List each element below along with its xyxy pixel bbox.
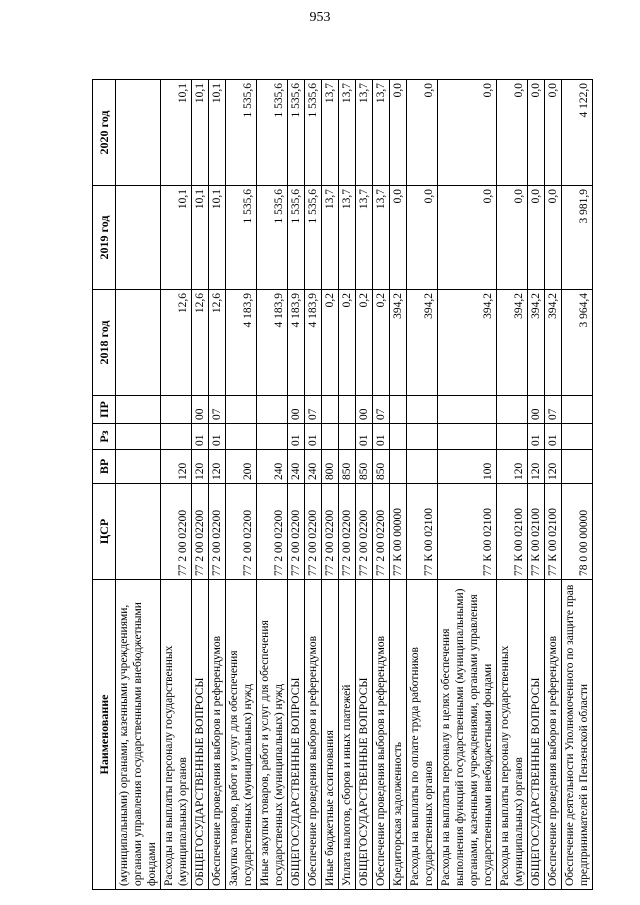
cell-2020: 13,7: [322, 80, 339, 186]
table-row: [390, 80, 407, 890]
cell-rz: [390, 424, 407, 450]
cell-name: Обеспечение проведения выборов и референдумов: [305, 580, 322, 890]
cell-2018: 394,2: [497, 290, 528, 396]
table-row: [545, 80, 562, 890]
cell-name: Уплата налогов, сборов и иных платежей: [339, 580, 356, 890]
cell-name: ОБЩЕГОСУДАРСТВЕННЫЕ ВОПРОСЫ: [192, 580, 209, 890]
cell-rz: 01: [356, 424, 373, 450]
cell-vr: 850: [339, 450, 356, 484]
cell-vr: 120: [209, 450, 226, 484]
table-row: [288, 80, 305, 890]
cell-2020: 13,7: [356, 80, 373, 186]
cell-2019: 1 535,6: [257, 186, 288, 290]
cell-rz: 01: [528, 424, 545, 450]
cell-vr: 120: [497, 450, 528, 484]
cell-2018: 394,2: [407, 290, 438, 396]
cell-2019: 0,0: [545, 186, 562, 290]
cell-2018: 4 183,9: [288, 290, 305, 396]
cell-2018: 12,6: [209, 290, 226, 396]
cell-vr: 240: [288, 450, 305, 484]
cell-pr: 07: [305, 396, 322, 424]
cell-rz: 01: [373, 424, 390, 450]
cell-rz: [116, 424, 161, 450]
cell-2020: 10,1: [161, 80, 192, 186]
cell-csr: 77 2 00 02200: [257, 484, 288, 580]
cell-2018: 394,2: [528, 290, 545, 396]
cell-pr: 07: [545, 396, 562, 424]
cell-pr: 00: [356, 396, 373, 424]
cell-2019: 0,0: [497, 186, 528, 290]
cell-2018: 0,2: [373, 290, 390, 396]
cell-2019: 13,7: [322, 186, 339, 290]
cell-2020: 0,0: [545, 80, 562, 186]
cell-2019: 1 535,6: [288, 186, 305, 290]
table-header-row: [93, 80, 116, 890]
table-row: [161, 80, 192, 890]
cell-2020: 0,0: [497, 80, 528, 186]
cell-name: Иные закупки товаров, работ и услуг для обеспечения государственных (муниципальных) нужд: [257, 580, 288, 890]
cell-csr: [116, 484, 161, 580]
table-row: [305, 80, 322, 890]
cell-csr: 77 2 00 02200: [209, 484, 226, 580]
cell-2020: 0,0: [407, 80, 438, 186]
rotated-table-wrapper: [92, 80, 590, 890]
cell-2020: 0,0: [528, 80, 545, 186]
cell-2018: 0,2: [322, 290, 339, 396]
cell-2018: 12,6: [192, 290, 209, 396]
table-body: [116, 80, 593, 890]
cell-2019: 13,7: [373, 186, 390, 290]
table-row: [257, 80, 288, 890]
cell-2018: 0,2: [356, 290, 373, 396]
cell-2020: 1 535,6: [288, 80, 305, 186]
cell-rz: [438, 424, 497, 450]
cell-name: Обеспечение проведения выборов и референдумов: [209, 580, 226, 890]
cell-pr: 00: [528, 396, 545, 424]
cell-rz: 01: [192, 424, 209, 450]
cell-csr: 77 К 00 00000: [390, 484, 407, 580]
cell-2018: [116, 290, 161, 396]
cell-csr: 77 2 00 02200: [373, 484, 390, 580]
cell-2019: 0,0: [438, 186, 497, 290]
cell-vr: 850: [373, 450, 390, 484]
cell-vr: 120: [161, 450, 192, 484]
cell-vr: 100: [438, 450, 497, 484]
table-row: [209, 80, 226, 890]
cell-csr: 77 2 00 02200: [226, 484, 257, 580]
cell-2020: 13,7: [373, 80, 390, 186]
table-row: [116, 80, 161, 890]
cell-pr: [322, 396, 339, 424]
cell-vr: [407, 450, 438, 484]
cell-2019: 0,0: [528, 186, 545, 290]
cell-2018: 0,2: [339, 290, 356, 396]
cell-vr: 800: [322, 450, 339, 484]
cell-csr: 77 2 00 02200: [161, 484, 192, 580]
cell-rz: [497, 424, 528, 450]
cell-rz: [562, 424, 593, 450]
cell-csr: 77 К 00 02100: [545, 484, 562, 580]
cell-2018: 394,2: [438, 290, 497, 396]
cell-2020: 1 535,6: [226, 80, 257, 186]
table-row: [373, 80, 390, 890]
cell-rz: [339, 424, 356, 450]
cell-2020: 1 535,6: [305, 80, 322, 186]
cell-pr: [438, 396, 497, 424]
table-row: [528, 80, 545, 890]
cell-2020: 10,1: [209, 80, 226, 186]
cell-2018: 394,2: [390, 290, 407, 396]
header-pr: ПР: [93, 396, 116, 424]
cell-pr: [161, 396, 192, 424]
header-2019: 2019 год: [93, 186, 116, 290]
cell-csr: 77 2 00 02200: [288, 484, 305, 580]
table-row: [356, 80, 373, 890]
cell-name: ОБЩЕГОСУДАРСТВЕННЫЕ ВОПРОСЫ: [528, 580, 545, 890]
cell-csr: 78 0 00 00000: [562, 484, 593, 580]
cell-2019: [116, 186, 161, 290]
cell-pr: [226, 396, 257, 424]
header-name: Наименование: [93, 580, 116, 890]
cell-csr: 77 2 00 02200: [356, 484, 373, 580]
header-rz: Рз: [93, 424, 116, 450]
table-row: [322, 80, 339, 890]
cell-2019: 0,0: [390, 186, 407, 290]
cell-name: Расходы на выплаты персоналу государственных (муниципальных) органов: [161, 580, 192, 890]
cell-rz: [226, 424, 257, 450]
cell-rz: 01: [305, 424, 322, 450]
cell-name: Расходы на выплаты персоналу государственных (муниципальных) органов: [497, 580, 528, 890]
cell-2020: 0,0: [438, 80, 497, 186]
cell-csr: 77 2 00 02200: [339, 484, 356, 580]
cell-2018: 12,6: [161, 290, 192, 396]
cell-name: Кредиторская задолженность: [390, 580, 407, 890]
cell-2019: 13,7: [356, 186, 373, 290]
cell-vr: [562, 450, 593, 484]
cell-vr: 120: [545, 450, 562, 484]
cell-name: Обеспечение проведения выборов и референдумов: [373, 580, 390, 890]
cell-rz: [322, 424, 339, 450]
table-row: [226, 80, 257, 890]
cell-vr: [116, 450, 161, 484]
cell-csr: 77 К 00 02100: [407, 484, 438, 580]
table-row: [192, 80, 209, 890]
cell-csr: 77 2 00 02200: [192, 484, 209, 580]
cell-csr: 77 К 00 02100: [438, 484, 497, 580]
cell-2019: 3 981,9: [562, 186, 593, 290]
cell-rz: 01: [545, 424, 562, 450]
cell-2019: 10,1: [161, 186, 192, 290]
budget-table: [92, 79, 593, 890]
cell-2018: 3 964,4: [562, 290, 593, 396]
cell-pr: [497, 396, 528, 424]
cell-pr: [562, 396, 593, 424]
cell-name: Обеспечение проведения выборов и референдумов: [545, 580, 562, 890]
cell-2020: 10,1: [192, 80, 209, 186]
cell-2020: [116, 80, 161, 186]
table-row: [562, 80, 593, 890]
cell-vr: [390, 450, 407, 484]
cell-rz: 01: [288, 424, 305, 450]
table-row: [407, 80, 438, 890]
cell-name: Расходы на выплаты персоналу в целях обеспечения выполнения функций государственными (муниципальными) органами, казенными учреждениями, органами управления государственными внебюджетными фондами: [438, 580, 497, 890]
cell-pr: [116, 396, 161, 424]
cell-pr: [339, 396, 356, 424]
header-vr: ВР: [93, 450, 116, 484]
header-2018: 2018 год: [93, 290, 116, 396]
cell-2018: 4 183,9: [257, 290, 288, 396]
cell-vr: 120: [528, 450, 545, 484]
cell-rz: 01: [209, 424, 226, 450]
table-row: [497, 80, 528, 890]
cell-csr: 77 2 00 02200: [305, 484, 322, 580]
cell-vr: 120: [192, 450, 209, 484]
cell-pr: [407, 396, 438, 424]
cell-2019: 1 535,6: [226, 186, 257, 290]
cell-name: Иные бюджетные ассигнования: [322, 580, 339, 890]
cell-pr: 07: [373, 396, 390, 424]
cell-2019: 0,0: [407, 186, 438, 290]
cell-pr: 00: [288, 396, 305, 424]
cell-2020: 0,0: [390, 80, 407, 186]
cell-name: Обеспечение деятельности Уполномоченного по защите прав предпринимателей в Пензенской области: [562, 580, 593, 890]
cell-2018: 4 183,9: [305, 290, 322, 396]
cell-name: ОБЩЕГОСУДАРСТВЕННЫЕ ВОПРОСЫ: [288, 580, 305, 890]
cell-name: (муниципальными) органами, казенными учреждениями, органами управления государственными внебюджетными фондами: [116, 580, 161, 890]
cell-vr: 200: [226, 450, 257, 484]
cell-csr: 77 К 00 02100: [528, 484, 545, 580]
cell-vr: 850: [356, 450, 373, 484]
cell-pr: [390, 396, 407, 424]
cell-rz: [407, 424, 438, 450]
cell-2018: 4 183,9: [226, 290, 257, 396]
cell-2019: 1 535,6: [305, 186, 322, 290]
table-row: [438, 80, 497, 890]
cell-vr: 240: [257, 450, 288, 484]
cell-2020: 13,7: [339, 80, 356, 186]
cell-csr: 77 2 00 02200: [322, 484, 339, 580]
cell-rz: [257, 424, 288, 450]
page-number: 953: [309, 10, 331, 25]
cell-pr: 00: [192, 396, 209, 424]
cell-2020: 4 122,0: [562, 80, 593, 186]
cell-2019: 10,1: [209, 186, 226, 290]
cell-pr: 07: [209, 396, 226, 424]
cell-2020: 1 535,6: [257, 80, 288, 186]
cell-name: ОБЩЕГОСУДАРСТВЕННЫЕ ВОПРОСЫ: [356, 580, 373, 890]
header-csr: ЦСР: [93, 484, 116, 580]
cell-name: Закупка товаров, работ и услуг для обеспечения государственных (муниципальных) нужд: [226, 580, 257, 890]
header-2020: 2020 год: [93, 80, 116, 186]
cell-2018: 394,2: [545, 290, 562, 396]
cell-vr: 240: [305, 450, 322, 484]
table-row: [339, 80, 356, 890]
cell-name: Расходы на выплаты по оплате труда работников государственных органов: [407, 580, 438, 890]
cell-csr: 77 К 00 02100: [497, 484, 528, 580]
cell-2019: 13,7: [339, 186, 356, 290]
cell-pr: [257, 396, 288, 424]
cell-2019: 10,1: [192, 186, 209, 290]
cell-rz: [161, 424, 192, 450]
